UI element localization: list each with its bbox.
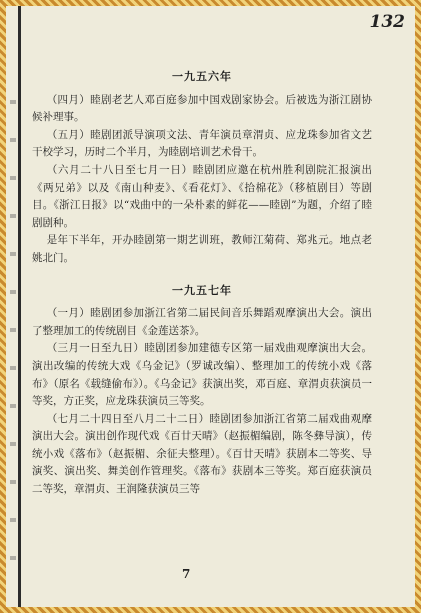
document-body [32, 64, 372, 499]
page-number-top: 132 [369, 12, 405, 32]
binding-spine [18, 6, 21, 607]
paragraph: （四月）睦剧老艺人邓百庭参加中国戏剧家协会。后被选为浙江剧协候补理事。 [32, 93, 372, 124]
binding-holes [10, 66, 16, 586]
paragraph: （七月二十四日至八月二十二日）睦剧团参加浙江省第二届戏曲观摩演出大会。演出创作现代戏《百廿天晴》（赵振楣编剧，陈冬彝导演），传统小戏《落布》（赵振楣、余征夫整理）。《百廿天晴》获剧本二等奖、导演奖、演出奖、舞美创作管理奖。《落布》获剧本三等奖。郑百庭获演员二等奖，章渭贞、王润隆获演员三等 [32, 412, 372, 496]
section-gap [32, 268, 372, 278]
page-number-bottom: 7 [182, 567, 191, 581]
section-year: 一九五七年 [172, 283, 232, 297]
section-year: 一九五六年 [172, 70, 232, 83]
paragraph: （五月）睦剧团派导演项文法、青年演员章渭贞、应龙珠参加省文艺干校学习，历时二个半月，为睦剧培训艺术骨干。 [32, 128, 372, 159]
paragraph: 是年下半年，开办睦剧第一期艺训班，教师江菊荷、郑兆元。地点老姚北门。 [32, 234, 372, 264]
paragraph: （一月）睦剧团参加浙江省第二届民间音乐舞蹈观摩演出大会。演出了整理加工的传统剧目《金莲送茶》。 [32, 307, 372, 337]
paragraph: （六月二十八日至七月一日）睦剧团应邀在杭州胜利剧院汇报演出《两兄弟》以及《南山种麦》、《看花灯》、《拾棉花》（移植剧目）等剧目。《浙江日报》以“戏曲中的一朵朴素的鲜花——睦剧”为题，介绍了睦剧剧种。 [32, 163, 372, 229]
paragraph: （三月一日至九日）睦剧团参加建德专区第一届戏曲观摩演出大会。演出改编的传统大戏《乌金记》（罗诚改编）、整理加工的传统小戏《落布》（原名《载缝偷布》）。《乌金记》获演出奖，邓百庭、章渭贞获演员一等奖，方正奖，应龙珠获演员三等奖。 [32, 342, 372, 408]
document-page [6, 6, 415, 607]
